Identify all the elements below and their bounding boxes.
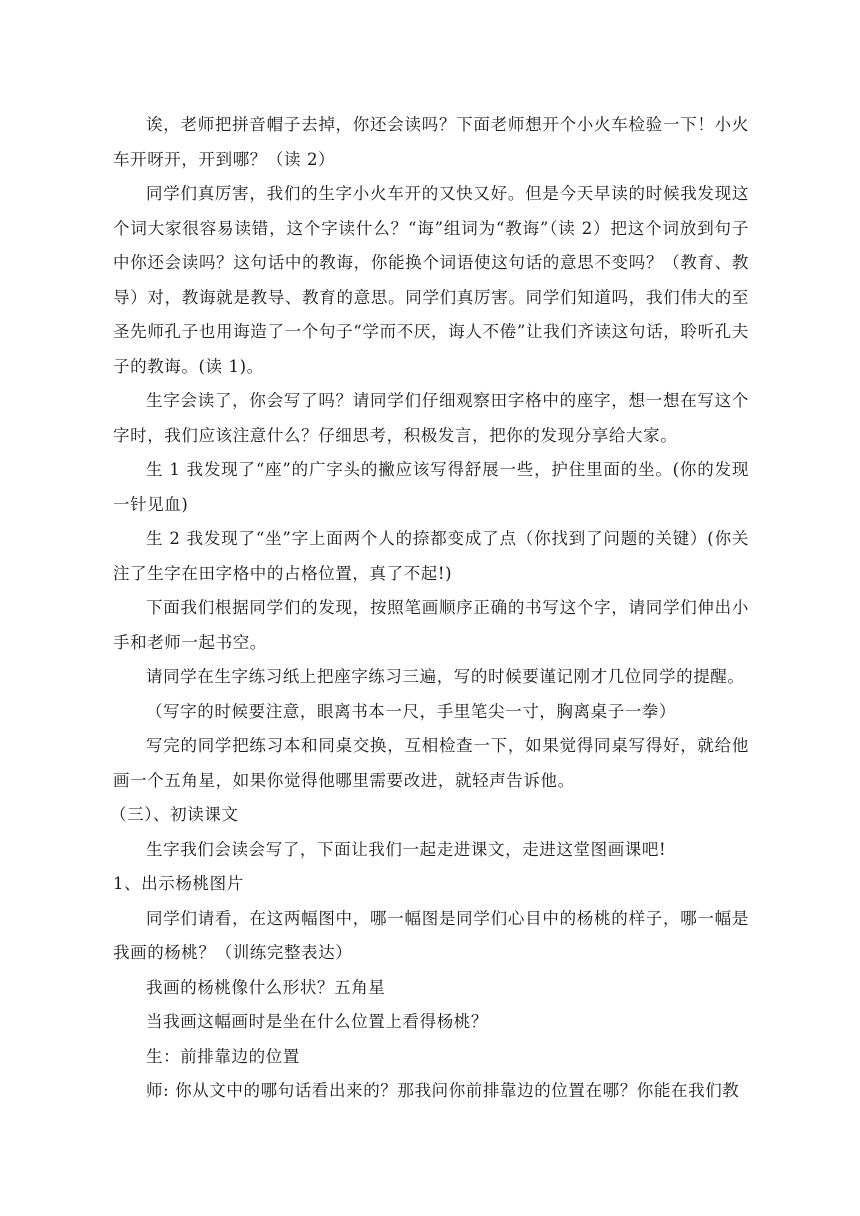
paragraph-student-2-answer: 生 2 我发现了“坐”字上面两个人的捺都变成了点（你找到了问题的关键）(你关注了生字在田字格中的占格位置，真了不起!) (113, 529, 749, 583)
paragraph-seat-question: 当我画这幅画时是坐在什么位置上看得杨桃？ (146, 1012, 488, 1031)
paragraph-teacher-question: 师: 你从文中的哪句话看出来的？那我问你前排靠边的位置在哪？你能在我们教 (146, 1081, 740, 1100)
subheading-show-starfruit-picture: 1、出示杨桃图片 (113, 874, 244, 893)
paragraph-writing-posture: （写字的时候要注意，眼离书本一尺，手里笔尖一寸，胸离桌子一拳） (146, 701, 677, 721)
document-page (110, 108, 749, 1109)
section-heading-first-reading: （三）、初读课文 (110, 805, 239, 824)
paragraph-peer-check: 写完的同学把练习本和同桌交换，互相检查一下，如果觉得同桌写得好，就给他画一个五角星，如果你觉得他哪里需要改进，就轻声告诉他。 (113, 736, 749, 790)
paragraph-stroke-order: 下面我们根据同学们的发现，按照笔画顺序正确的书写这个字，请同学们伸出小手和老师一起书空。 (113, 598, 749, 652)
paragraph-practice-three-times: 请同学在生字练习纸上把座字练习三遍，写的时候要谨记刚才几位同学的提醒。 (146, 667, 745, 686)
paragraph-shape-question: 我画的杨桃像什么形状？五角星 (146, 977, 386, 997)
paragraph-observe-zuo-character: 生字会读了，你会写了吗？请同学们仔细观察田字格中的座字，想一想在写这个字时，我们应该注意什么？仔细思考，积极发言，把你的发现分享给大家。 (113, 391, 749, 445)
paragraph-compare-pictures: 同学们请看，在这两幅图中，哪一幅图是同学们心目中的杨桃的样子，哪一幅是我画的杨桃？（训练完整表达） (113, 908, 749, 962)
paragraph-student-1-answer: 生 1 我发现了“座”的广字头的撇应该写得舒展一些，护住里面的坐。(你的发现一针见血) (113, 460, 749, 514)
paragraph-jiaohui-word: 同学们真厉害，我们的生字小火车开的又快又好。但是今天早读的时候我发现这个词大家很容易读错，这个字读什么？“诲”组词为“教诲”（读 2）把这个词放到句子中你还会读吗？这句话中的教诲，你能换个词语使这句话的意思不变吗？（教育、教导）对，教诲就是教导、教育的意思。同学们真厉害。同学们知道吗，我们伟大的至圣先师孔子也用诲造了一个句子“学而不厌，诲人不倦”让我们齐读这句话，聆听孔夫子的教诲。(读 1)。 (113, 184, 749, 376)
paragraph-read-without-pinyin: 诶，老师把拼音帽子去掉，你还会读吗？下面老师想开个小火车检验一下！小火车开呀开，开到哪？（读 2） (113, 115, 749, 169)
paragraph-enter-text: 生字我们会读会写了，下面让我们一起走进课文，走进这堂图画课吧! (146, 839, 667, 859)
paragraph-student-answer-seat: 生：前排靠边的位置 (146, 1046, 300, 1066)
